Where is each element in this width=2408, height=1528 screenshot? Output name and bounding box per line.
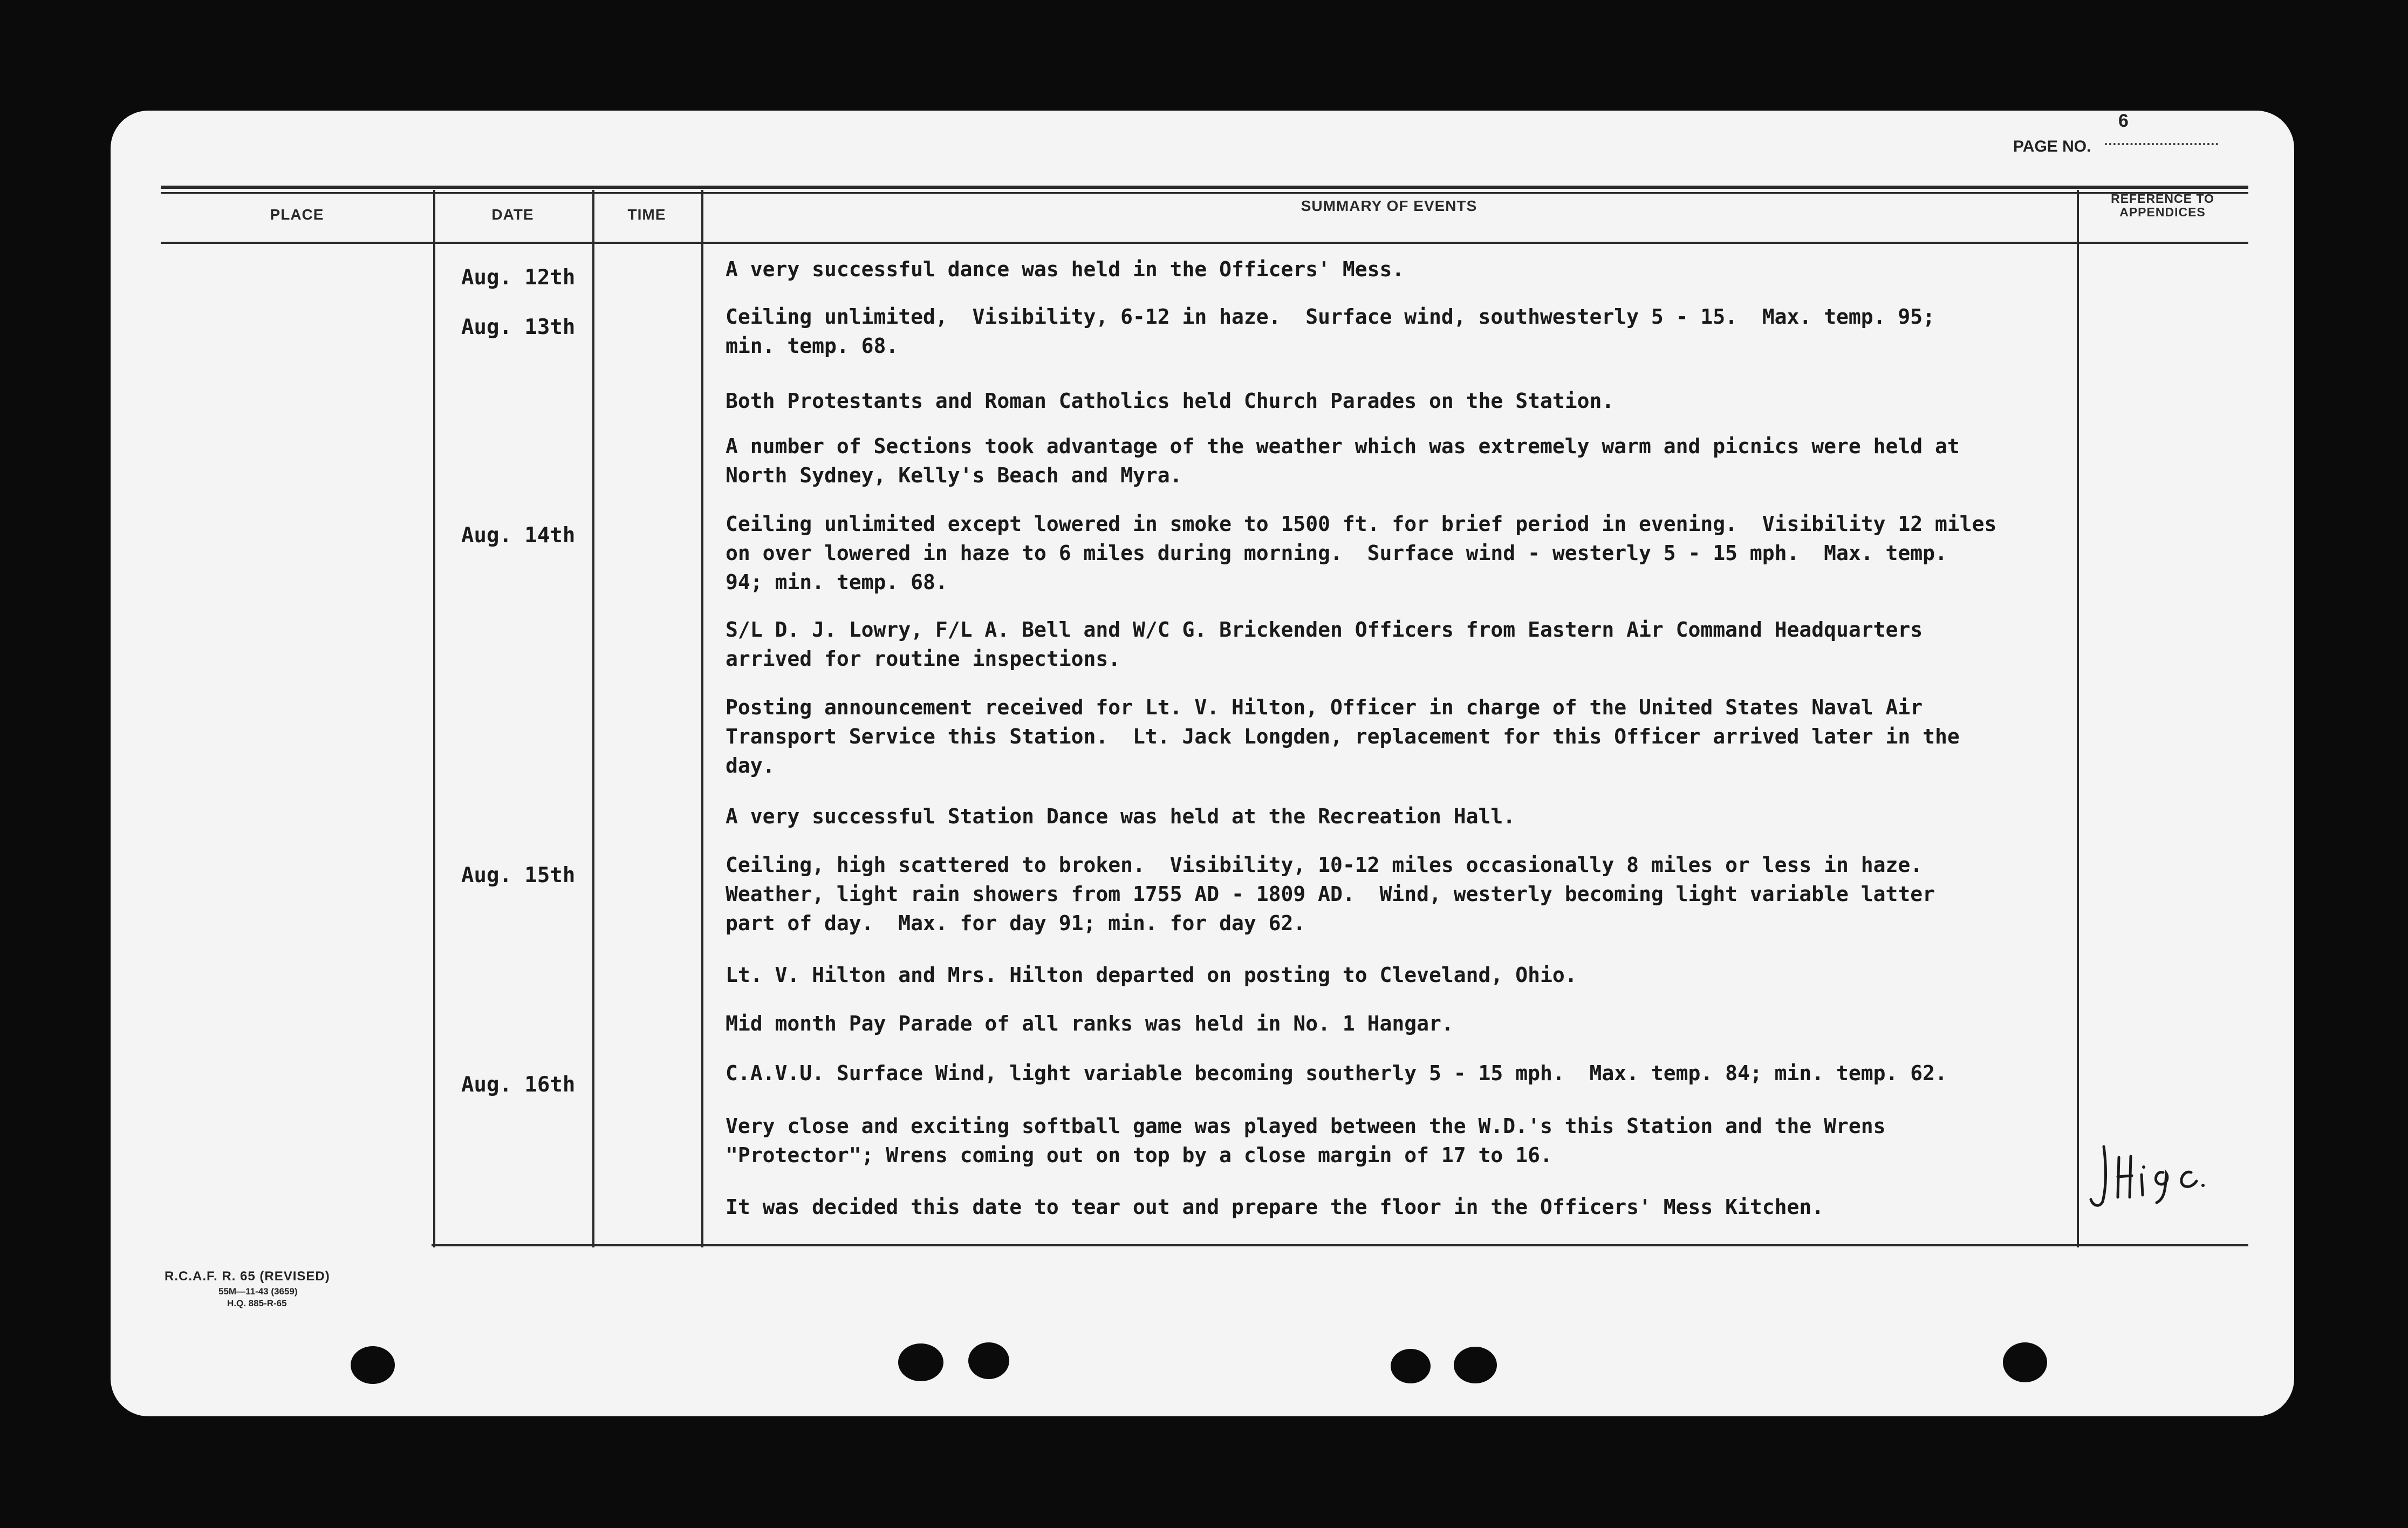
binder-hole <box>898 1343 943 1381</box>
header-summary: SUMMARY OF EVENTS <box>1301 197 1477 214</box>
entry-posting-announcement: Posting announcement received for Lt. V. Hilton, Officer in charge of the United States Naval Air Transport Service this Station. Lt. Jack Longden, replacement for this Officer arrived later in the day. <box>726 695 1960 777</box>
form-reference <box>165 1269 330 1309</box>
date-time-divider <box>592 190 594 1247</box>
summary-reference-divider <box>2077 190 2079 1247</box>
entry-inspections: S/L D. J. Lowry, F/L A. Bell and W/C G. Brickenden Officers from Eastern Air Command Headquarters arrived for routine inspections. <box>726 618 1923 671</box>
binder-hole <box>351 1346 395 1384</box>
handwritten-initials <box>2088 1141 2217 1211</box>
entry-picnics: A number of Sections took advantage of the weather which was extremely warm and picnics were held at North Sydney, Kelly's Beach and Myra. <box>726 434 1960 487</box>
form-number: R.C.A.F. R. 65 (REVISED) <box>165 1269 330 1284</box>
date-aug-12: Aug. 12th <box>461 265 576 290</box>
page-number-label: PAGE NO. <box>2013 138 2091 155</box>
entry-weather-aug-14: Ceiling unlimited except lowered in smoke to 1500 ft. for brief period in evening. Visibility 12 miles on over lowered in haze to 6 miles during morning. Surface wind - westerly 5 - 15 mph. Max. temp. 94; min. temp. 68. <box>726 512 1997 594</box>
entry-station-dance: A very successful Station Dance was held at the Recreation Hall. <box>726 804 1516 828</box>
header-date: DATE <box>491 206 534 223</box>
page-number-dots <box>2105 143 2218 145</box>
entry-hilton-departure: Lt. V. Hilton and Mrs. Hilton departed on posting to Cleveland, Ohio. <box>726 963 1577 987</box>
entry-pay-parade: Mid month Pay Parade of all ranks was held in No. 1 Hangar. <box>726 1012 1454 1035</box>
header-time: TIME <box>627 206 666 223</box>
entry-weather-aug-16: C.A.V.U. Surface Wind, light variable becoming southerly 5 - 15 mph. Max. temp. 84; min. temp. 62. <box>726 1061 1947 1085</box>
entry-weather-aug-13: Ceiling unlimited, Visibility, 6-12 in haze. Surface wind, southwesterly 5 - 15. Max. temp. 95; min. temp. 68. <box>726 305 1935 358</box>
binder-hole <box>2003 1342 2047 1382</box>
page-number <box>2013 111 2129 156</box>
form-print-code: 55M—11-43 (3659) <box>218 1286 298 1297</box>
date-aug-16: Aug. 16th <box>461 1073 576 1097</box>
header-reference-line2: APPENDICES <box>2119 205 2206 219</box>
entry-softball-game: Very close and exciting softball game was played between the W.D.'s this Station and the Wrens "Protector"; Wrens coming out on top by a close margin of 17 to 16. <box>726 1114 1886 1167</box>
time-summary-divider <box>701 190 703 1247</box>
place-date-divider <box>433 190 435 1247</box>
top-rule <box>161 186 2248 189</box>
date-aug-14: Aug. 14th <box>461 523 576 548</box>
form-hq-code: H.Q. 885-R-65 <box>227 1298 287 1308</box>
top-rule-thin <box>161 192 2248 194</box>
entry-mess-kitchen: It was decided this date to tear out and prepare the floor in the Officers' Mess Kitchen. <box>726 1195 1824 1219</box>
entry-officers-mess-dance: A very successful dance was held in the Officers' Mess. <box>726 257 1405 281</box>
header-reference-line1: REFERENCE TO <box>2111 192 2214 206</box>
binder-hole <box>1391 1349 1431 1383</box>
header-place: PLACE <box>270 206 324 223</box>
date-aug-13: Aug. 13th <box>461 315 576 339</box>
page-number-value: 6 <box>2118 111 2129 131</box>
entry-church-parades: Both Protestants and Roman Catholics held Church Parades on the Station. <box>726 389 1615 413</box>
entry-weather-aug-15: Ceiling, high scattered to broken. Visibility, 10-12 miles occasionally 8 miles or less in haze. Weather, light rain showers from 1755 AD - 1809 AD. Wind, westerly becoming light variable latter part of day. Max. for day 91; min. for day 62. <box>726 853 1935 935</box>
date-aug-15: Aug. 15th <box>461 863 576 888</box>
binder-hole <box>968 1342 1009 1379</box>
header-bottom-rule <box>161 242 2248 244</box>
header-reference <box>2077 192 2248 219</box>
bottom-rule <box>432 1244 2248 1246</box>
binder-hole <box>1454 1347 1497 1383</box>
